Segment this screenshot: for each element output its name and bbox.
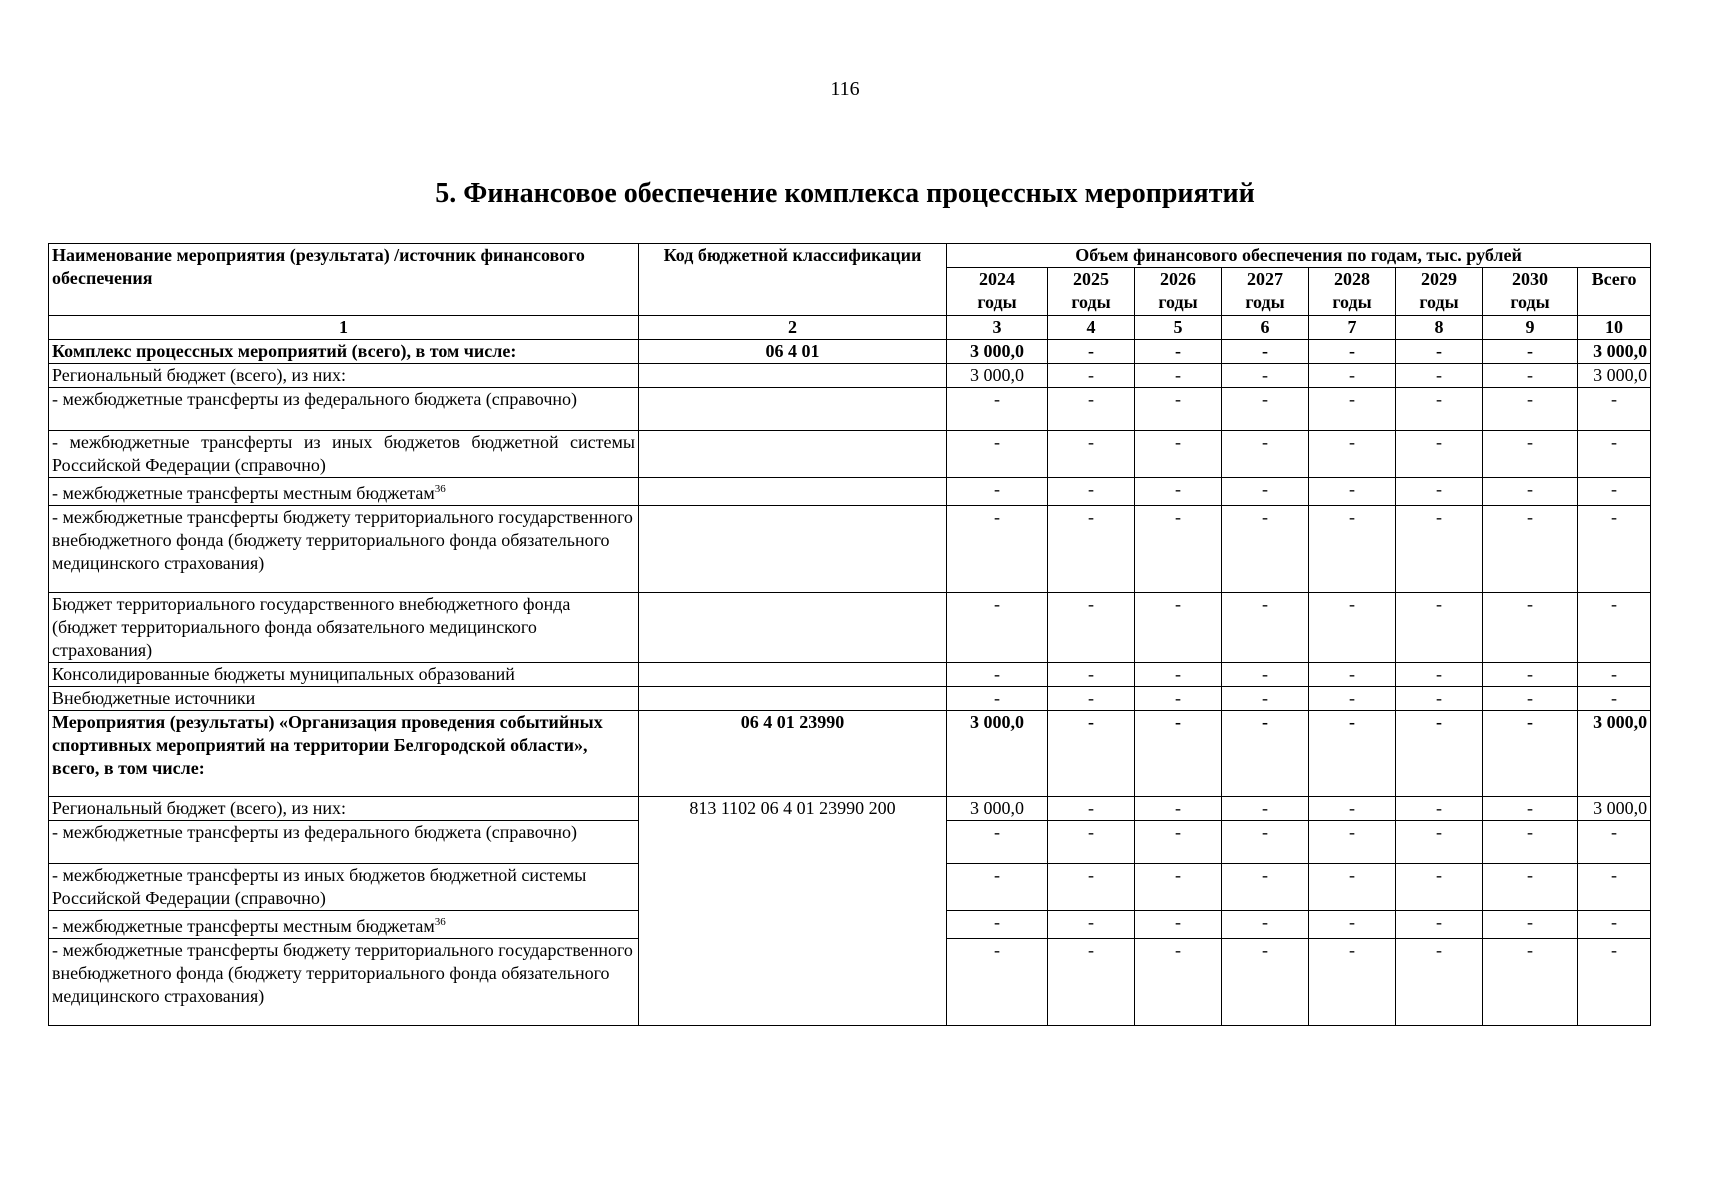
row-value: -	[1135, 939, 1222, 1026]
row-value: -	[947, 687, 1048, 711]
row-value: -	[1483, 939, 1578, 1026]
table-row	[49, 340, 1651, 364]
row-value: -	[1483, 864, 1578, 911]
row-value: -	[1396, 478, 1483, 506]
row-value: -	[1222, 506, 1309, 593]
footnote-marker: 36	[434, 483, 446, 495]
row-total: 3 000,0	[1578, 711, 1651, 797]
row-value: -	[1396, 687, 1483, 711]
row-value: -	[947, 663, 1048, 687]
row-value: -	[1222, 797, 1309, 821]
row-value: -	[1309, 506, 1396, 593]
financing-table	[48, 243, 1651, 1026]
row-value: -	[1483, 821, 1578, 864]
row-total: -	[1578, 911, 1651, 939]
row-value: -	[1222, 911, 1309, 939]
row-value: -	[1309, 911, 1396, 939]
row-value: -	[1396, 821, 1483, 864]
row-name-text: Внебюджетные источники	[52, 688, 256, 708]
row-value: -	[947, 821, 1048, 864]
header-year-unit: годы	[1245, 292, 1285, 312]
row-value: -	[1309, 821, 1396, 864]
footnote-marker: 36	[434, 916, 446, 928]
row-value: -	[1135, 821, 1222, 864]
row-total: -	[1578, 388, 1651, 431]
row-value: -	[1483, 711, 1578, 797]
row-value: -	[947, 939, 1048, 1026]
table-row	[49, 797, 1651, 821]
row-name-text: - межбюджетные трансферты бюджету территориального государственного внебюджетного фонда (бюджету территориального фонда обязательного медицинского страхования)	[52, 940, 633, 1006]
row-value: -	[1309, 478, 1396, 506]
row-value: -	[1483, 911, 1578, 939]
header-total: Всего	[1578, 268, 1651, 316]
row-value: 3 000,0	[947, 711, 1048, 797]
row-value: -	[1309, 663, 1396, 687]
row-value: -	[1396, 711, 1483, 797]
row-name	[49, 911, 639, 939]
header-year	[1396, 268, 1483, 316]
row-name-text: Мероприятия (результаты) «Организация проведения событийных спортивных мероприятий на территории Белгородской области», всего, в том числе:	[52, 712, 603, 778]
row-value: -	[1396, 663, 1483, 687]
row-value: -	[1309, 340, 1396, 364]
column-number: 4	[1048, 316, 1135, 340]
row-value: -	[1309, 364, 1396, 388]
row-value: -	[1135, 711, 1222, 797]
row-name-text: - межбюджетные трансферты из федерального бюджета (справочно)	[52, 822, 578, 842]
row-name	[49, 711, 639, 797]
row-value: -	[1309, 797, 1396, 821]
row-value: -	[947, 593, 1048, 663]
row-name	[49, 939, 639, 1026]
table-row	[49, 687, 1651, 711]
row-value: -	[1135, 911, 1222, 939]
row-value: -	[1222, 687, 1309, 711]
row-value: -	[1222, 431, 1309, 478]
row-value: -	[1048, 797, 1135, 821]
row-value: -	[1048, 911, 1135, 939]
row-value: -	[1135, 506, 1222, 593]
row-value: -	[1396, 911, 1483, 939]
row-value: -	[1222, 340, 1309, 364]
row-code	[639, 593, 947, 663]
row-value: -	[1483, 388, 1578, 431]
row-name	[49, 797, 639, 821]
column-number: 7	[1309, 316, 1396, 340]
row-value: -	[1222, 939, 1309, 1026]
page-number: 116	[830, 78, 860, 100]
header-year-value: 2025	[1073, 269, 1109, 289]
row-value: -	[1483, 340, 1578, 364]
row-value: -	[947, 388, 1048, 431]
header-year	[1483, 268, 1578, 316]
column-number: 8	[1396, 316, 1483, 340]
row-name	[49, 431, 639, 478]
row-value: -	[1222, 364, 1309, 388]
row-name-text: - межбюджетные трансферты из иных бюджетов бюджетной системы Российской Федерации (справочно)	[52, 865, 587, 908]
column-number: 1	[49, 316, 639, 340]
column-number: 2	[639, 316, 947, 340]
header-year	[1048, 268, 1135, 316]
header-year-unit: годы	[1158, 292, 1198, 312]
row-total: -	[1578, 687, 1651, 711]
row-total: 3 000,0	[1578, 797, 1651, 821]
header-year	[1309, 268, 1396, 316]
row-value: -	[1222, 864, 1309, 911]
row-value: -	[1048, 478, 1135, 506]
table-row	[49, 593, 1651, 663]
row-value: -	[947, 506, 1048, 593]
row-value: -	[1396, 388, 1483, 431]
row-value: -	[1222, 821, 1309, 864]
row-code	[639, 687, 947, 711]
row-name	[49, 593, 639, 663]
row-code	[639, 431, 947, 478]
row-value: -	[1048, 864, 1135, 911]
row-code	[639, 663, 947, 687]
row-code: 06 4 01 23990	[639, 711, 947, 797]
row-value: -	[1396, 506, 1483, 593]
row-value: -	[1222, 593, 1309, 663]
header-year-unit: годы	[1332, 292, 1372, 312]
row-value: -	[1135, 431, 1222, 478]
row-value: 3 000,0	[947, 797, 1048, 821]
row-name	[49, 821, 639, 864]
table-row	[49, 478, 1651, 506]
row-value: -	[1396, 864, 1483, 911]
header-year	[1135, 268, 1222, 316]
row-value: -	[1048, 364, 1135, 388]
row-name-text: Комплекс процессных мероприятий (всего), в том числе:	[52, 341, 517, 361]
row-name-text: - межбюджетные трансферты из федерального бюджета (справочно)	[52, 389, 578, 409]
header-year-unit: годы	[977, 292, 1017, 312]
header-year	[947, 268, 1048, 316]
row-value: -	[1309, 431, 1396, 478]
table-row	[49, 506, 1651, 593]
row-value: -	[1135, 364, 1222, 388]
row-name	[49, 864, 639, 911]
row-value: -	[1396, 364, 1483, 388]
row-value: -	[1396, 939, 1483, 1026]
row-value: -	[1135, 663, 1222, 687]
row-code: 06 4 01	[639, 340, 947, 364]
row-value: -	[1222, 388, 1309, 431]
row-value: -	[1222, 663, 1309, 687]
row-value: -	[1483, 593, 1578, 663]
row-value: -	[947, 911, 1048, 939]
row-value: -	[1309, 939, 1396, 1026]
row-value: -	[947, 864, 1048, 911]
row-name	[49, 663, 639, 687]
row-name	[49, 364, 639, 388]
row-value: -	[1396, 593, 1483, 663]
header-year	[1222, 268, 1309, 316]
row-value: -	[1483, 797, 1578, 821]
row-value: -	[1135, 388, 1222, 431]
row-value: -	[1483, 506, 1578, 593]
row-name	[49, 687, 639, 711]
row-name-text: - межбюджетные трансферты местным бюджетам	[52, 483, 435, 503]
row-value: -	[1135, 687, 1222, 711]
header-year-unit: годы	[1419, 292, 1459, 312]
table-row	[49, 388, 1651, 431]
row-total: -	[1578, 663, 1651, 687]
row-value: 3 000,0	[947, 364, 1048, 388]
row-value: -	[1048, 340, 1135, 364]
header-year-value: 2030	[1512, 269, 1548, 289]
row-name-text: - межбюджетные трансферты бюджету территориального государственного внебюджетного фонда (бюджету территориального фонда обязательного медицинского страхования)	[52, 507, 633, 573]
row-value: -	[1396, 340, 1483, 364]
row-total: -	[1578, 864, 1651, 911]
row-value: -	[1135, 593, 1222, 663]
header-year-value: 2027	[1247, 269, 1283, 289]
row-value: -	[1135, 340, 1222, 364]
row-code	[639, 506, 947, 593]
row-value: -	[1048, 821, 1135, 864]
row-value: -	[1048, 663, 1135, 687]
row-value: -	[1135, 478, 1222, 506]
row-value: -	[947, 478, 1048, 506]
row-name-text: - межбюджетные трансферты из иных бюджетов бюджетной системы Российской Федерации (справочно)	[52, 432, 635, 475]
row-value: -	[1222, 478, 1309, 506]
header-year-value: 2026	[1160, 269, 1196, 289]
header-name: Наименование мероприятия (результата) /источник финансового обеспечения	[49, 244, 639, 316]
row-value: -	[1048, 687, 1135, 711]
table-row	[49, 364, 1651, 388]
row-value: 3 000,0	[947, 340, 1048, 364]
row-value: -	[1396, 797, 1483, 821]
row-value: -	[1048, 506, 1135, 593]
row-total: -	[1578, 506, 1651, 593]
header-code: Код бюджетной классификации	[639, 244, 947, 316]
row-value: -	[1222, 711, 1309, 797]
header-year-value: 2029	[1421, 269, 1457, 289]
row-value: -	[1309, 388, 1396, 431]
row-value: -	[1483, 687, 1578, 711]
row-code	[639, 364, 947, 388]
row-name	[49, 478, 639, 506]
row-name	[49, 388, 639, 431]
header-year-unit: годы	[1071, 292, 1111, 312]
table-row	[49, 431, 1651, 478]
table-row	[49, 711, 1651, 797]
row-code	[639, 478, 947, 506]
row-value: -	[1309, 593, 1396, 663]
column-number: 3	[947, 316, 1048, 340]
row-total: -	[1578, 939, 1651, 1026]
row-value: -	[1048, 939, 1135, 1026]
header-volume: Объем финансового обеспечения по годам, тыс. рублей	[947, 244, 1651, 268]
column-number: 5	[1135, 316, 1222, 340]
row-total: 3 000,0	[1578, 364, 1651, 388]
header-year-value: 2024	[979, 269, 1015, 289]
row-value: -	[1048, 388, 1135, 431]
row-name	[49, 340, 639, 364]
header-year-value: 2028	[1334, 269, 1370, 289]
row-value: -	[1135, 797, 1222, 821]
column-number: 6	[1222, 316, 1309, 340]
row-total: -	[1578, 431, 1651, 478]
column-number: 10	[1578, 316, 1651, 340]
row-code	[639, 388, 947, 431]
row-total: -	[1578, 821, 1651, 864]
row-total: -	[1578, 478, 1651, 506]
row-value: -	[1483, 663, 1578, 687]
row-total: 3 000,0	[1578, 340, 1651, 364]
row-name-text: Региональный бюджет (всего), из них:	[52, 365, 347, 385]
column-number: 9	[1483, 316, 1578, 340]
table-row	[49, 663, 1651, 687]
row-value: -	[1309, 711, 1396, 797]
row-value: -	[1309, 864, 1396, 911]
row-value: -	[1483, 364, 1578, 388]
row-value: -	[947, 431, 1048, 478]
row-name	[49, 506, 639, 593]
row-value: -	[1483, 478, 1578, 506]
row-name-text: Бюджет территориального государственного внебюджетного фонда (бюджет территориального фонда обязательного медицинского страхования)	[52, 594, 571, 660]
row-name-text: - межбюджетные трансферты местным бюджетам	[52, 916, 435, 936]
row-total: -	[1578, 593, 1651, 663]
row-value: -	[1135, 864, 1222, 911]
header-year-unit: годы	[1510, 292, 1550, 312]
row-value: -	[1483, 431, 1578, 478]
row-name-text: Региональный бюджет (всего), из них:	[52, 798, 347, 818]
row-name-text: Консолидированные бюджеты муниципальных образований	[52, 664, 515, 684]
row-code: 813 1102 06 4 01 23990 200	[639, 797, 947, 1026]
row-value: -	[1309, 687, 1396, 711]
row-value: -	[1396, 431, 1483, 478]
row-value: -	[1048, 593, 1135, 663]
page-title: 5. Финансовое обеспечение комплекса процессных мероприятий	[435, 178, 1255, 209]
row-value: -	[1048, 431, 1135, 478]
row-value: -	[1048, 711, 1135, 797]
